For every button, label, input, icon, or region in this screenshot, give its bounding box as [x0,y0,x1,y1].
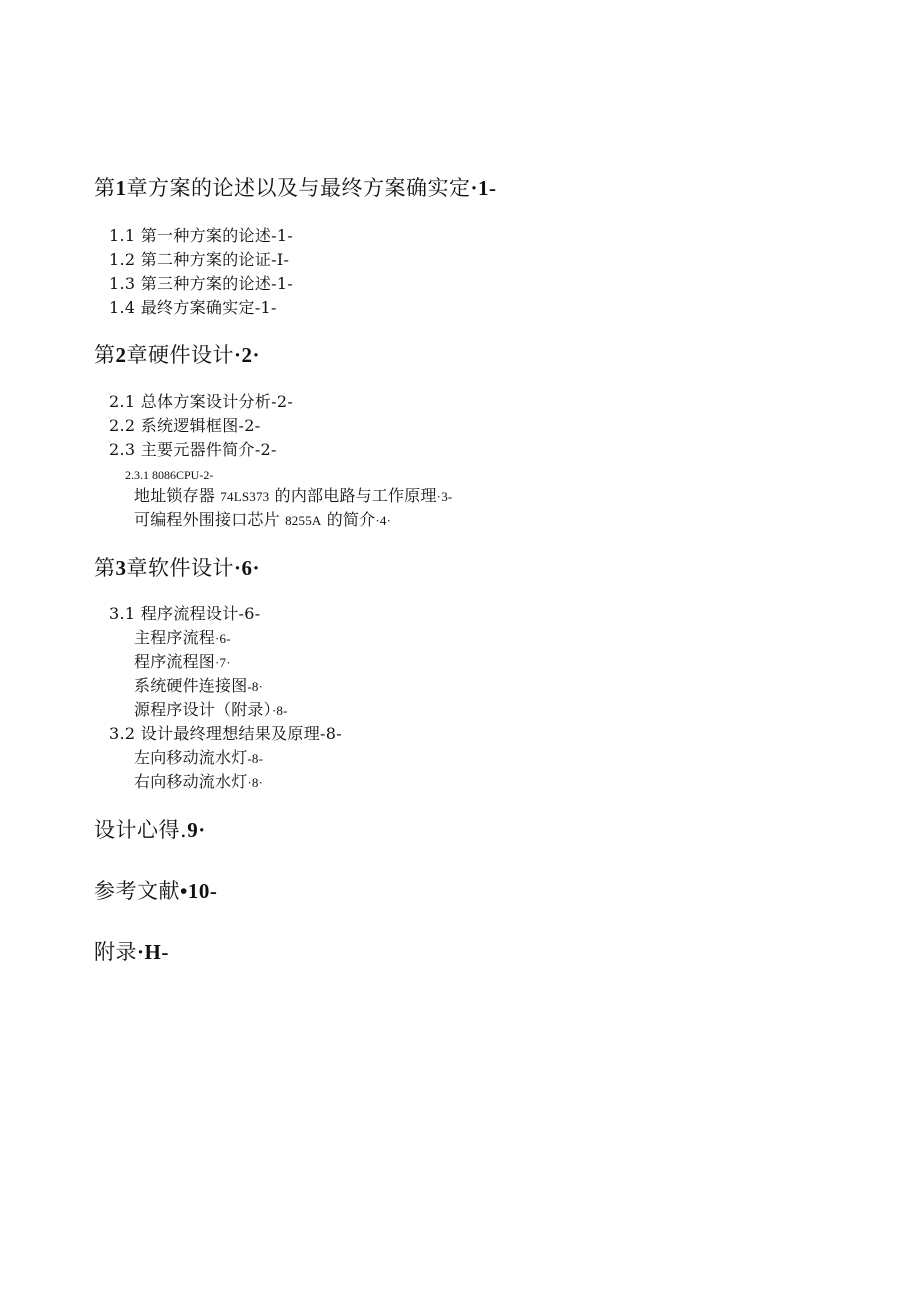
toc-item-1-1[interactable]: 1.1 第一种方案的论述-1- [109,226,294,245]
toc-experience[interactable] [94,820,206,841]
toc-chapter-3[interactable] [94,558,260,579]
chapter-prefix: 第 [94,556,116,580]
chapter-page: ·2· [234,343,261,367]
toc-chapter-1[interactable] [94,178,497,199]
sub-item-page: -8- [247,751,264,766]
toc-item-2-3-1[interactable]: 2.3.1 8086CPU-2- [125,468,214,482]
sub-item-page: ·6- [215,631,231,646]
toc-item-2-2[interactable]: 2.2 系统逻辑框图-2- [109,416,261,435]
chapter-page: ·1- [470,176,497,200]
toc-sub-item-source-code[interactable] [134,702,288,718]
toc-appendix[interactable] [94,942,169,963]
chapter-title: 章方案的论述以及与最终方案确实定 [126,176,471,200]
chapter-title: 章硬件设计 [126,343,234,367]
chapter-page: ·H- [137,940,169,964]
sub-item-text: 系统硬件连接图 [134,676,248,695]
toc-references[interactable] [94,881,217,902]
chapter-page: ·6· [234,556,261,580]
sub-item-page: -8· [247,679,264,694]
chapter-number: 3 [115,556,127,580]
chapter-page: 9· [187,818,206,842]
toc-chapter-2[interactable] [94,345,260,366]
sub-item-text: 地址锁存器 [134,486,221,505]
chapter-title: 设计心得. [94,818,188,842]
sub-item-text: 左向移动流水灯 [134,748,248,767]
chapter-prefix: 第 [94,343,116,367]
toc-item-2-1[interactable]: 2.1 总体方案设计分析-2- [109,392,294,411]
chapter-number: 2 [115,343,127,367]
toc-item-1-4[interactable]: 1.4 最终方案确实定-1- [109,298,277,317]
sub-item-text: 右向移动流水灯 [134,772,248,791]
toc-sub-item-hardware-connection[interactable] [134,678,263,694]
sub-item-text: 可编程外围接口芯片 [134,510,286,529]
toc-sub-item-right-light[interactable] [134,774,263,790]
chapter-title: 章软件设计 [126,556,234,580]
sub-item-page: ·4· [375,513,392,528]
chapter-number: 1 [115,176,127,200]
chapter-title: 参考文献 [94,879,180,903]
sub-item-code: 74LS373 [220,489,270,504]
sub-item-page: ·7· [215,655,231,670]
sub-item-text: 程序流程图 [134,652,216,671]
sub-item-text: 主程序流程 [134,628,216,647]
toc-sub-item-left-light[interactable] [134,750,263,766]
toc-item-3-2[interactable]: 3.2 设计最终理想结果及原理-8- [109,724,342,743]
sub-item-text: 的内部电路与工作原理 [269,486,437,505]
toc-item-1-2[interactable]: 1.2 第二种方案的论证-I- [109,250,290,269]
toc-item-2-3[interactable]: 2.3 主要元器件简介-2- [109,440,277,459]
chapter-prefix: 第 [94,176,116,200]
sub-item-code: 8255A [285,513,322,528]
sub-item-page: ·3- [436,489,453,504]
toc-sub-item-main-flow[interactable] [134,630,231,646]
sub-item-text: 的简介 [321,510,376,529]
sub-item-page: ·8· [247,775,264,790]
chapter-page: •10- [180,879,218,903]
sub-item-page: ·8- [271,703,288,718]
toc-item-3-1[interactable]: 3.1 程序流程设计-6- [109,604,261,623]
toc-sub-item-latch[interactable] [134,488,452,504]
sub-item-text: 源程序设计（附录） [134,700,272,719]
toc-sub-item-flowchart[interactable] [134,654,231,670]
toc-sub-item-8255a[interactable] [134,512,391,528]
chapter-title: 附录 [94,940,137,964]
toc-item-1-3[interactable]: 1.3 第三种方案的论述-1- [109,274,294,293]
